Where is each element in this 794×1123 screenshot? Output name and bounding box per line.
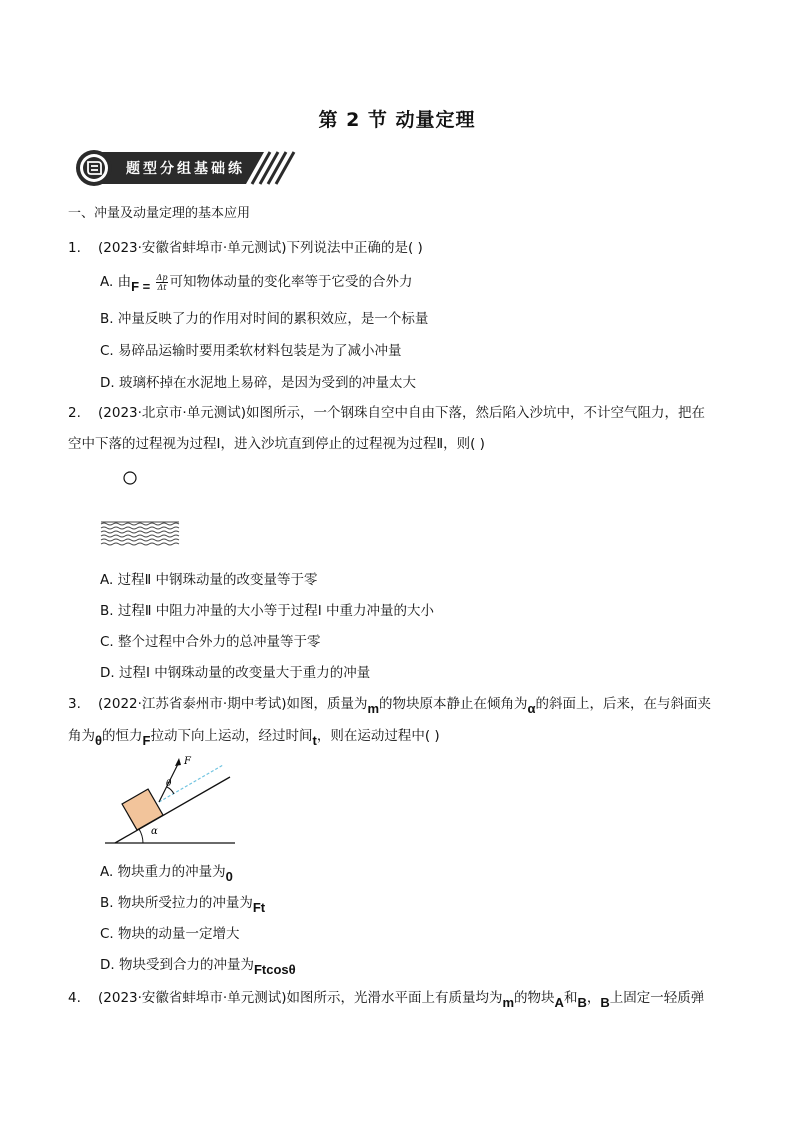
question-number: 2. [68, 405, 81, 421]
block [122, 789, 163, 830]
stem-text: 角为 [68, 728, 95, 744]
option-text: 可知物体动量的变化率等于它受的合外力 [169, 274, 413, 290]
option-value: Ft [252, 900, 266, 915]
question-3-stem-line1 [68, 692, 712, 716]
question-number: 3. [68, 696, 81, 712]
q1-option-c: C. 易碎品运输时要用柔软材料包装是为了减小冲量 [100, 343, 402, 359]
option-value: 0 [225, 869, 233, 884]
option-text: B. 物块所受拉力的冲量为 [100, 895, 253, 911]
stem-text: (2022·江苏省泰州市·期中考试)如图，质量为 [98, 696, 368, 712]
var-theta: θ [95, 733, 103, 748]
formula-lhs: F = [131, 279, 151, 294]
stem-text: (2023·北京市·单元测试)如图所示，一个钢珠自空中自由下落，然后陷入沙坑中，不计空气阻力，把在 [98, 405, 705, 421]
q2-option-a: A. 过程Ⅱ 中钢珠动量的改变量等于零 [100, 572, 318, 588]
var-t: t [312, 733, 317, 748]
stem-text: ， [586, 990, 601, 1006]
q3-option-c: C. 物块的动量一定增大 [100, 926, 240, 942]
question-3-stem-line2 [68, 724, 440, 748]
stem-text: 的恒力 [102, 728, 143, 744]
var-m: m [502, 995, 515, 1010]
question-2-stem-line1 [68, 401, 705, 421]
steel-ball [124, 472, 136, 484]
stem-text: (2023·安徽省蚌埠市·单元测试)如图所示，光滑水平面上有质量均为 [98, 990, 503, 1006]
option-text: A. 物块重力的冲量为 [100, 864, 226, 880]
q3-option-b [100, 891, 266, 915]
var-B: B [577, 995, 587, 1010]
alpha-arc [139, 829, 143, 843]
sand-pit [101, 522, 179, 545]
option-label: A. 由 [100, 274, 132, 290]
stem-text: 和 [563, 990, 578, 1006]
q2-option-c: C. 整个过程中合外力的总冲量等于零 [100, 634, 321, 650]
force-arrowhead [175, 758, 181, 766]
incline-block-figure [95, 750, 245, 846]
var-alpha: α [527, 701, 536, 716]
q3-option-a [100, 860, 233, 884]
q2-option-d: D. 过程Ⅰ 中钢珠动量的改变量大于重力的冲量 [100, 665, 371, 681]
stem-text: 的斜面上，后来，在与斜面夹 [535, 696, 712, 712]
question-number: 1. [68, 240, 81, 256]
stem-text: (2023·安徽省蚌埠市·单元测试)下列说法中正确的是( ) [98, 240, 423, 256]
stem-text: 的物块原本静止在倾角为 [379, 696, 528, 712]
q2-option-b: B. 过程Ⅱ 中阻力冲量的大小等于过程Ⅰ 中重力冲量的大小 [100, 603, 435, 619]
question-2-stem-line2: 空中下落的过程视为过程Ⅰ，进入沙坑直到停止的过程视为过程Ⅱ，则( ) [68, 436, 485, 452]
banner-label: 题型分组基础练 [126, 161, 245, 177]
q1-option-d: D. 玻璃杯掉在水泥地上易碎，是因为受到的冲量太大 [100, 375, 416, 391]
option-text: D. 物块受到合力的冲量为 [100, 957, 254, 973]
question-number: 4. [68, 990, 81, 1006]
question-1-stem [68, 236, 423, 256]
var-F: F [142, 733, 151, 748]
var-A: A [554, 995, 564, 1010]
page-title: 第 2 节 动量定理 [318, 109, 476, 131]
force-label: F [184, 756, 191, 767]
question-4-stem [68, 986, 705, 1010]
q1-option-b: B. 冲量反映了力的作用对时间的累积效应，是一个标量 [100, 311, 429, 327]
option-value: Ftcosθ [253, 962, 296, 977]
stem-text: ，则在运动过程中( ) [316, 728, 440, 744]
var-B: B [600, 995, 610, 1010]
q3-option-d [100, 953, 296, 977]
q1-option-a [100, 270, 412, 292]
fraction-numerator: Δp [156, 272, 168, 282]
stem-text: 上固定一轻质弹 [609, 990, 705, 1006]
stem-text: 的物块 [514, 990, 555, 1006]
fraction-denominator: Δt [157, 282, 167, 292]
stem-text: 拉动下向上运动，经过时间 [150, 728, 313, 744]
theta-label: θ [166, 779, 172, 789]
alpha-label: α [151, 826, 158, 837]
var-m: m [367, 701, 380, 716]
fraction [156, 273, 169, 292]
section-heading: 一、冲量及动量定理的基本应用 [68, 206, 251, 221]
ball-sandpit-figure [95, 468, 185, 552]
